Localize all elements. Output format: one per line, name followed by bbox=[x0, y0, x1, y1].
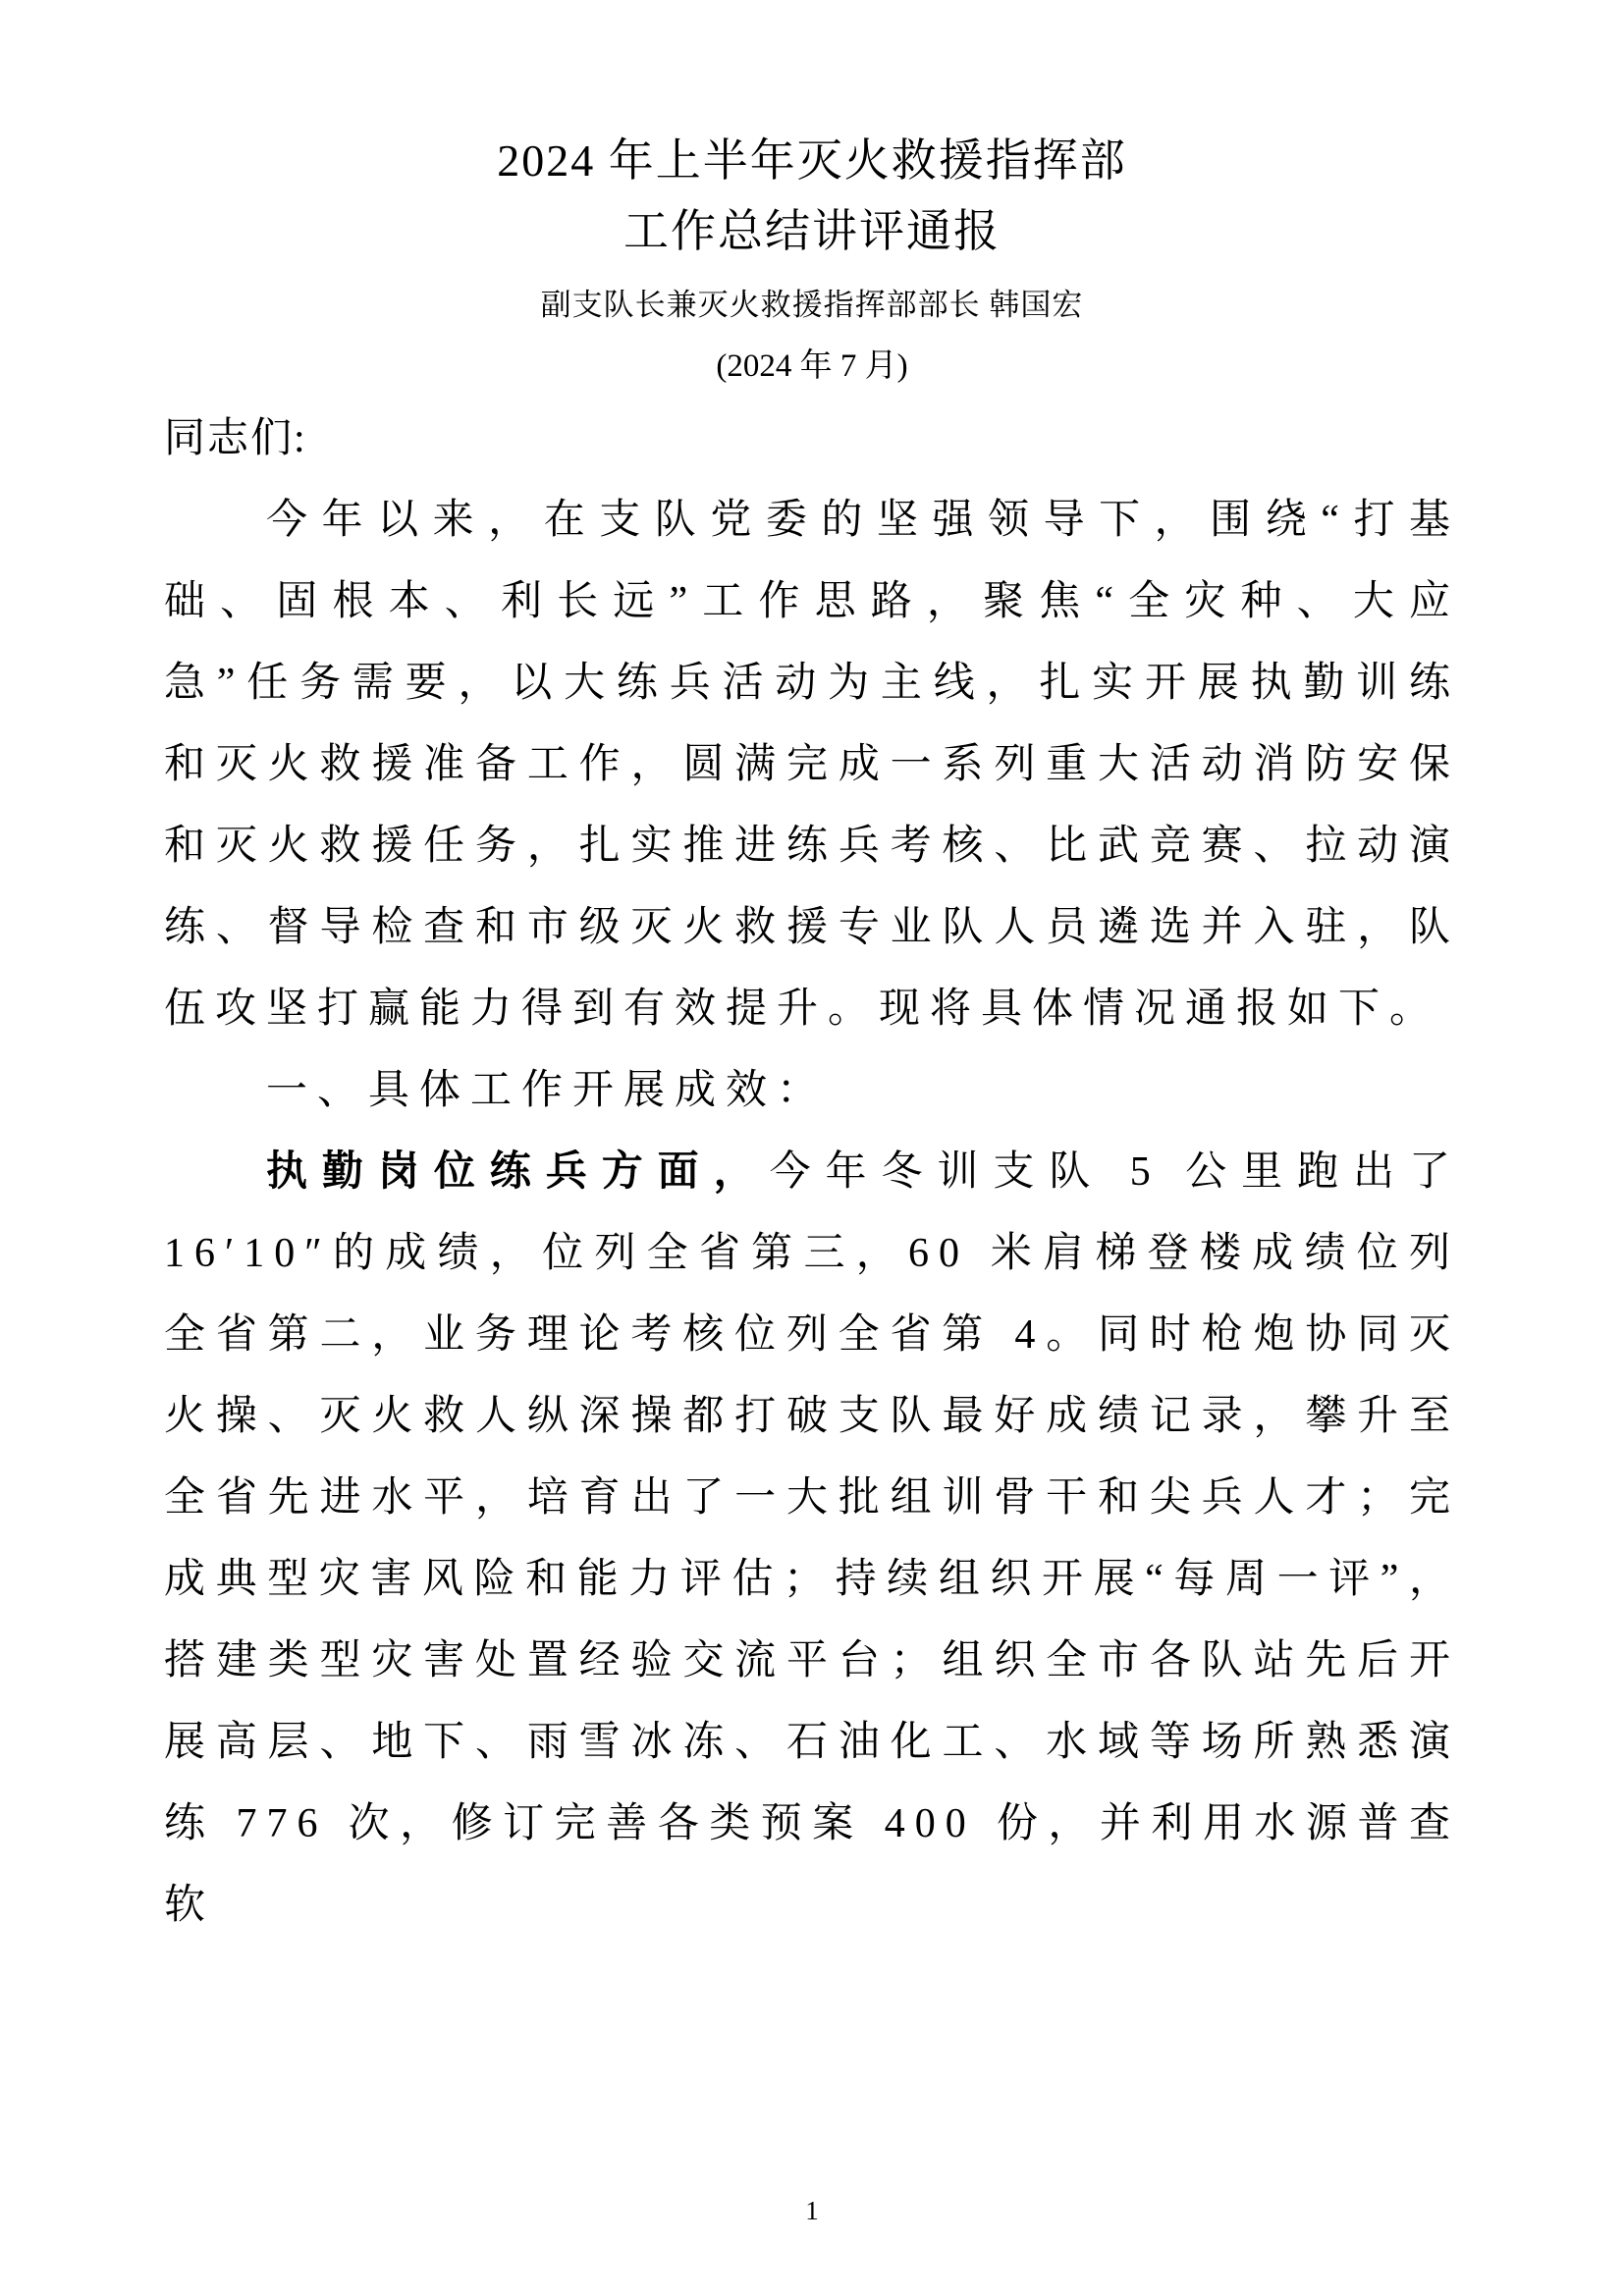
document-date: (2024 年 7 月) bbox=[716, 348, 908, 384]
salutation: 同志们: bbox=[164, 416, 307, 461]
title-line-1: 2024 年上半年灭火救援指挥部 bbox=[497, 135, 1127, 186]
section-heading: 一、具体工作开展成效： bbox=[266, 1068, 829, 1113]
page-number: 1 bbox=[805, 2196, 819, 2225]
title-line-2: 工作总结讲评通报 bbox=[623, 206, 1001, 256]
drill-paragraph-text: 今年冬训支队 5 公里跑出了 16′10″的成绩，位列全省第三，60 米肩梯登楼成绩位列全省第二，业务理论考核位列全省第 4。同时枪炮协同灭火操、灭火救人纵深操都打破支队最好成绩记录，攀升至全省先进水平，培育出了一大批组训骨干和尖兵人才；完成典型灾害风险和能力评估；持续组织开展“每周一评”，搭建类型灾害处置经验交流平台；组织全市各队站先后开展高层、地下、雨雪冰冻、石油化工、水域等场所熟悉演练 776 次，修订完善各类预案 400 份，并利用水源普查软 bbox=[164, 1149, 1460, 1928]
drill-paragraph-lead: 执勤岗位练兵方面， bbox=[266, 1149, 770, 1195]
document-title bbox=[164, 126, 1460, 267]
document-byline: 副支队长兼灭火救援指挥部部长 韩国宏 bbox=[540, 288, 1084, 322]
drill-paragraph bbox=[164, 1132, 1460, 1947]
intro-paragraph: 今年以来，在支队党委的坚强领导下，围绕“打基础、固根本、利长远”工作思路，聚焦“全灾种、大应急”任务需要，以大练兵活动为主线，扎实开展执勤训练和灭火救援准备工作，圆满完成一系列重大活动消防安保和灭火救援任务，扎实推进练兵考核、比武竞赛、拉动演练、督导检查和市级灭火救援专业队人员遴选并入驻，队伍攻坚打赢能力得到有效提升。现将具体情况通报如下。 bbox=[164, 498, 1460, 1032]
